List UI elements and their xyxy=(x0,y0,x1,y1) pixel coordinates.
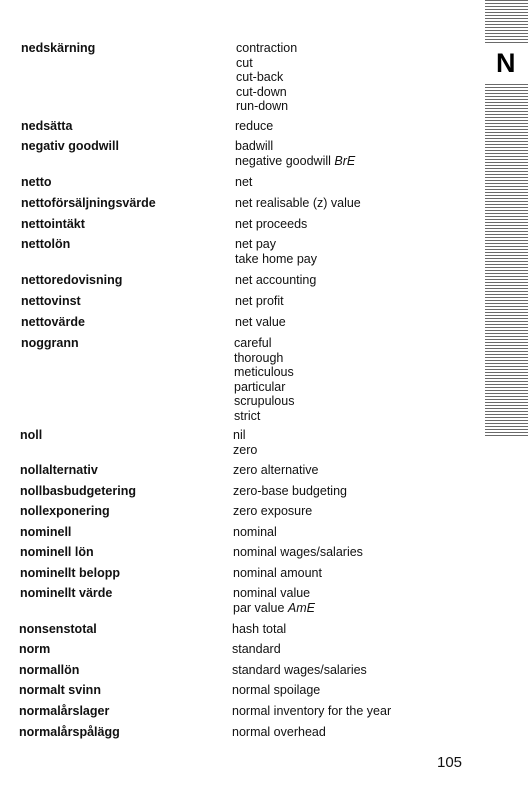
english-translation: careful xyxy=(234,336,272,350)
english-translation: run-down xyxy=(236,99,289,113)
english-translation: hash total xyxy=(232,622,287,636)
english-translation: cut-back xyxy=(236,70,284,84)
english-translation: thorough xyxy=(234,350,284,365)
english-translation: zero exposure xyxy=(233,504,313,518)
english-translation-line xyxy=(233,601,315,616)
swedish-term: nominell xyxy=(20,525,72,539)
english-translation: zero xyxy=(233,442,258,457)
thumb-index-letter: N xyxy=(496,48,516,78)
swedish-term: nettovinst xyxy=(21,294,81,308)
english-translation: nominal wages/salaries xyxy=(233,545,363,559)
english-translation: nominal value xyxy=(233,586,311,600)
swedish-term: normallön xyxy=(19,663,80,677)
english-translation: net profit xyxy=(235,294,284,308)
swedish-term: nettovärde xyxy=(21,315,85,329)
swedish-term: normalårslager xyxy=(19,704,110,718)
swedish-term: nominell lön xyxy=(20,545,94,559)
swedish-term: noll xyxy=(20,428,43,442)
english-translation: net accounting xyxy=(235,273,317,287)
english-translation: net xyxy=(235,175,253,189)
swedish-term: noggrann xyxy=(21,336,79,350)
english-translation: scrupulous xyxy=(234,394,295,408)
english-translation: badwill xyxy=(235,139,274,153)
english-translation: nil xyxy=(233,428,246,442)
swedish-term: nedskärning xyxy=(21,41,96,55)
english-translation: normal overhead xyxy=(232,725,326,739)
english-translation: normal inventory for the year xyxy=(232,704,392,718)
english-translation: negative goodwill xyxy=(235,153,331,168)
swedish-term: nettointäkt xyxy=(21,217,85,231)
swedish-term: nollalternativ xyxy=(20,463,98,477)
english-translation: standard wages/salaries xyxy=(232,663,367,677)
english-translation-line xyxy=(235,154,355,169)
english-translation: net value xyxy=(235,315,286,329)
english-translation: reduce xyxy=(235,119,274,133)
english-translation: zero alternative xyxy=(233,463,319,477)
english-translation: cut xyxy=(236,55,253,70)
swedish-term: normalårspålägg xyxy=(19,725,120,739)
english-translation: take home pay xyxy=(235,251,317,266)
english-translation: strict xyxy=(234,408,261,423)
page-number: 105 xyxy=(437,754,463,771)
english-translation: net proceeds xyxy=(235,217,308,231)
english-translation: nominal amount xyxy=(233,566,322,580)
swedish-term: nollexponering xyxy=(20,504,110,518)
english-translation: meticulous xyxy=(234,365,294,379)
english-translation: zero-base budgeting xyxy=(233,484,347,498)
swedish-term: netto xyxy=(21,175,52,189)
usage-label: AmE xyxy=(287,600,316,615)
english-translation: particular xyxy=(234,379,286,394)
swedish-term: nedsätta xyxy=(21,119,73,133)
swedish-term: nollbasbudgetering xyxy=(20,484,136,498)
english-translation: cut-down xyxy=(236,84,287,99)
english-translation: net realisable (z) value xyxy=(235,196,361,210)
swedish-term: nettoredovisning xyxy=(21,273,123,287)
english-translation: net pay xyxy=(235,237,277,251)
swedish-term: negativ goodwill xyxy=(21,139,119,153)
usage-label: BrE xyxy=(334,153,356,168)
swedish-term: norm xyxy=(19,642,51,656)
swedish-term: nettolön xyxy=(21,237,71,251)
swedish-term: nettoförsäljningsvärde xyxy=(21,196,156,210)
english-translation: par value xyxy=(233,600,285,615)
english-translation: contraction xyxy=(236,41,298,55)
swedish-term: nonsenstotal xyxy=(19,622,97,636)
swedish-term: normalt svinn xyxy=(19,683,101,697)
english-translation: normal spoilage xyxy=(232,683,321,697)
swedish-term: nominellt värde xyxy=(20,586,113,600)
english-translation: nominal xyxy=(233,525,277,539)
english-translation: standard xyxy=(232,642,281,656)
swedish-term: nominellt belopp xyxy=(20,566,120,580)
